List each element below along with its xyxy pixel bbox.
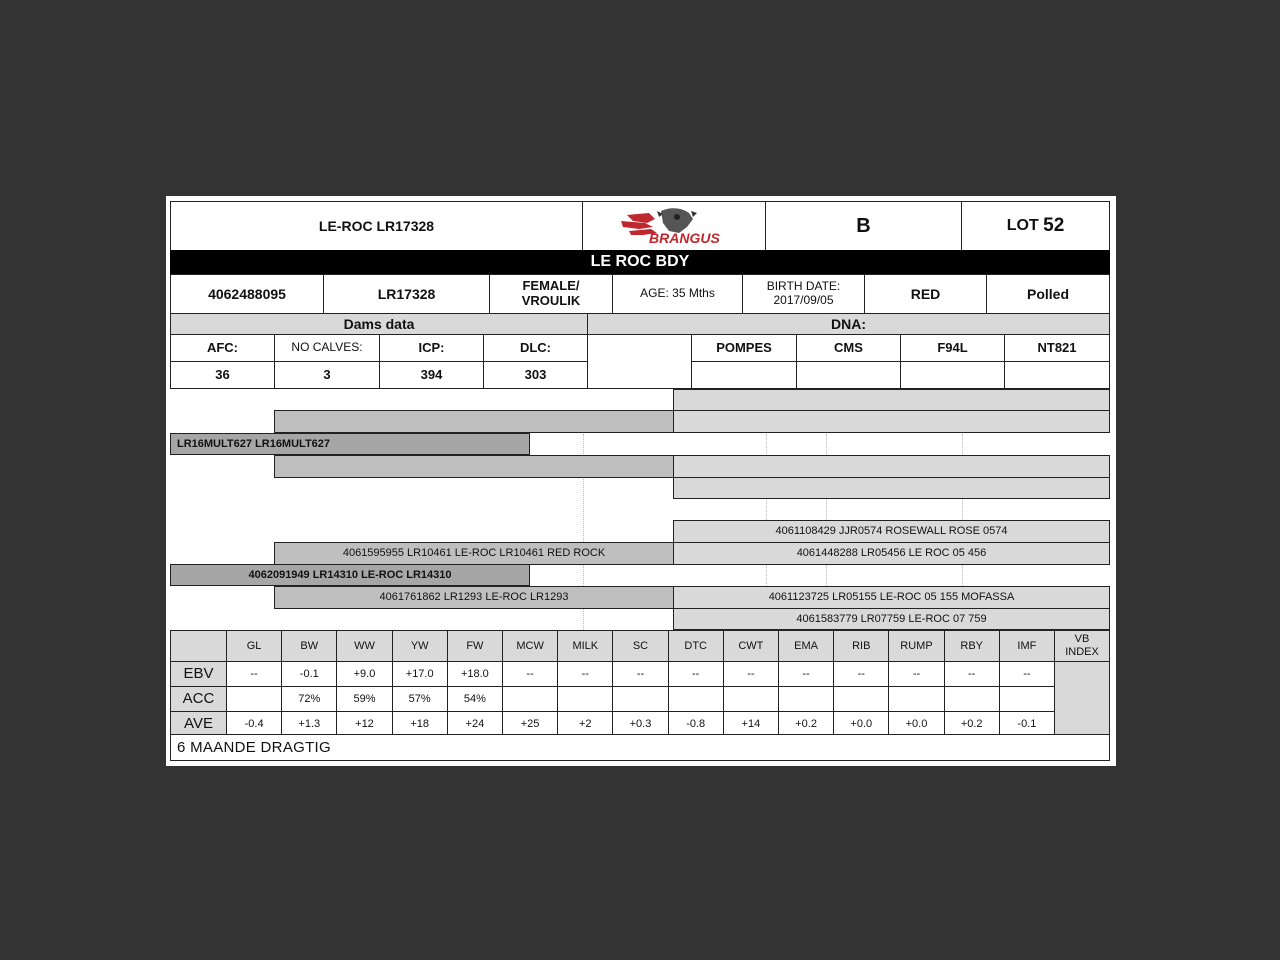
pedigree-sire-sire-slot: [274, 410, 674, 433]
vb-index-label-1: VB: [1074, 633, 1090, 646]
animal-id: LE-ROC LR17328: [170, 201, 583, 251]
ebv-header-mcw: MCW: [502, 630, 558, 662]
ebv-header-rby: RBY: [944, 630, 1000, 662]
pedigree-sds-slot: [673, 455, 1110, 478]
ebv-header-ema: EMA: [778, 630, 834, 662]
ebv-cell: [612, 686, 668, 712]
icp-header: ICP:: [379, 334, 484, 362]
ebv-cell: +18.0: [447, 661, 503, 687]
ebv-cell: --: [944, 661, 1000, 687]
vb-index-value: [1054, 661, 1110, 737]
ebv-cell: +12: [336, 711, 392, 737]
dna-cms-header: CMS: [796, 334, 901, 362]
ebv-cell: +9.0: [336, 661, 392, 687]
ebv-header-bw: BW: [281, 630, 337, 662]
ebv-cell: +0.2: [944, 711, 1000, 737]
footer-note: 6 MAANDE DRAGTIG: [170, 734, 1110, 761]
dlc-value: 303: [483, 361, 588, 389]
ebv-cell: -0.4: [226, 711, 282, 737]
ebv-cell: [778, 686, 834, 712]
pedigree-sss-slot: [673, 389, 1110, 411]
ebv-cell: -0.1: [281, 661, 337, 687]
dna-f94l-header: F94L: [900, 334, 1005, 362]
grade-badge: B: [765, 201, 962, 251]
afc-header: AFC:: [170, 334, 275, 362]
dna-nt821-header: NT821: [1004, 334, 1110, 362]
ebv-row-label-acc: ACC: [170, 686, 227, 712]
sex: [489, 274, 613, 314]
ebv-cell: --: [999, 661, 1055, 687]
ebv-cell: 59%: [336, 686, 392, 712]
ebv-cell: +0.0: [833, 711, 889, 737]
ebv-cell: -0.8: [668, 711, 724, 737]
ebv-cell: +18: [392, 711, 448, 737]
ebv-header-ww: WW: [336, 630, 392, 662]
ebv-cell: +0.0: [888, 711, 944, 737]
ebv-cell: --: [668, 661, 724, 687]
ebv-cell: --: [502, 661, 558, 687]
dlc-header: DLC:: [483, 334, 588, 362]
sex-line-2: VROULIK: [521, 293, 581, 308]
ebv-cell: [557, 686, 613, 712]
vb-index-label-2: INDEX: [1065, 646, 1099, 658]
ebv-header-rump: RUMP: [888, 630, 944, 662]
ebv-row-label-ebv: EBV: [170, 661, 227, 687]
afc-value: 36: [170, 361, 275, 389]
pedigree-ssd-slot: [673, 410, 1110, 433]
bull-head-icon: [609, 205, 739, 247]
pedigree-sire-dam-slot: [274, 455, 674, 478]
pedigree-dam-dam-sire: 4061123725 LR05155 LE-ROC 05 155 MOFASSA: [673, 586, 1110, 609]
ebv-cell: +14: [723, 711, 779, 737]
lot-number: [961, 201, 1110, 251]
ebv-header-gl: GL: [226, 630, 282, 662]
no-calves-value: 3: [274, 361, 380, 389]
horn-status: Polled: [986, 274, 1110, 314]
sale-card: [166, 196, 1116, 766]
ebv-cell: +25: [502, 711, 558, 737]
ebv-cell: --: [888, 661, 944, 687]
lot-value: 52: [1043, 215, 1065, 237]
tattoo-number: LR17328: [323, 274, 490, 314]
pedigree-dam-dam: 4061761862 LR1293 LE-ROC LR1293: [274, 586, 674, 609]
pedigree-dam: 4062091949 LR14310 LE-ROC LR14310: [170, 564, 530, 586]
svg-text:BRANGUS: BRANGUS: [649, 230, 720, 246]
age: AGE: 35 Mths: [612, 274, 743, 314]
ebv-cell: [833, 686, 889, 712]
pedigree-dam-dam-dam: 4061583779 LR07759 LE-ROC 07 759: [673, 608, 1110, 630]
no-calves-header: NO CALVES:: [274, 334, 380, 362]
dna-f94l-value: [900, 361, 1005, 389]
birth-date-value: 2017/09/05: [773, 293, 834, 307]
dna-pompes-header: POMPES: [691, 334, 797, 362]
ebv-cell: --: [612, 661, 668, 687]
ebv-cell: --: [226, 661, 282, 687]
dna-blank: [587, 334, 692, 389]
dna-nt821-value: [1004, 361, 1110, 389]
ebv-header-yw: YW: [392, 630, 448, 662]
ebv-cell: +17.0: [392, 661, 448, 687]
pedigree-dam-sire-sire: 4061108429 JJR0574 ROSEWALL ROSE 0574: [673, 520, 1110, 543]
ebv-header-cwt: CWT: [723, 630, 779, 662]
dna-title: DNA:: [587, 313, 1110, 335]
ebv-row-label-ave: AVE: [170, 711, 227, 737]
pedigree-dam-sire-dam: 4061448288 LR05456 LE ROC 05 456: [673, 542, 1110, 565]
pedigree-sire: LR16MULT627 LR16MULT627: [170, 433, 530, 455]
ebv-header-sc: SC: [612, 630, 668, 662]
ebv-cell: +0.2: [778, 711, 834, 737]
ebv-cell: -0.1: [999, 711, 1055, 737]
ebv-cell: --: [723, 661, 779, 687]
ebv-cell: 72%: [281, 686, 337, 712]
ebv-cell: [999, 686, 1055, 712]
ebv-cell: [502, 686, 558, 712]
dams-data-title: Dams data: [170, 313, 588, 335]
registration-number: 4062488095: [170, 274, 324, 314]
ebv-cell: [668, 686, 724, 712]
ebv-cell: +1.3: [281, 711, 337, 737]
ebv-cell: +0.3: [612, 711, 668, 737]
icp-value: 394: [379, 361, 484, 389]
brangus-logo: [582, 201, 766, 251]
ebv-header-milk: MILK: [557, 630, 613, 662]
ebv-cell: [723, 686, 779, 712]
birth-date-label: BIRTH DATE:: [766, 279, 841, 294]
dna-pompes-value: [691, 361, 797, 389]
color: RED: [864, 274, 987, 314]
ebv-header-imf: IMF: [999, 630, 1055, 662]
birth-date: [742, 274, 865, 314]
ebv-cell: [888, 686, 944, 712]
ebv-cell: +2: [557, 711, 613, 737]
ebv-corner: [170, 630, 227, 662]
ebv-cell: 57%: [392, 686, 448, 712]
pedigree-sdd-slot: [673, 477, 1110, 499]
ebv-cell: --: [833, 661, 889, 687]
ebv-header-rib: RIB: [833, 630, 889, 662]
ebv-header-dtc: DTC: [668, 630, 724, 662]
sex-line-1: FEMALE/: [522, 278, 580, 294]
ebv-cell: --: [778, 661, 834, 687]
ebv-cell: 54%: [447, 686, 503, 712]
animal-name-bar: LE ROC BDY: [170, 250, 1110, 274]
ebv-header-fw: FW: [447, 630, 503, 662]
pedigree-dam-sire: 4061595955 LR10461 LE-ROC LR10461 RED ROCK: [274, 542, 674, 565]
ebv-cell: --: [557, 661, 613, 687]
lot-label: LOT: [1006, 216, 1039, 234]
dna-cms-value: [796, 361, 901, 389]
ebv-cell: [944, 686, 1000, 712]
ebv-cell: [226, 686, 282, 712]
ebv-cell: +24: [447, 711, 503, 737]
vb-index-header: [1054, 630, 1110, 662]
